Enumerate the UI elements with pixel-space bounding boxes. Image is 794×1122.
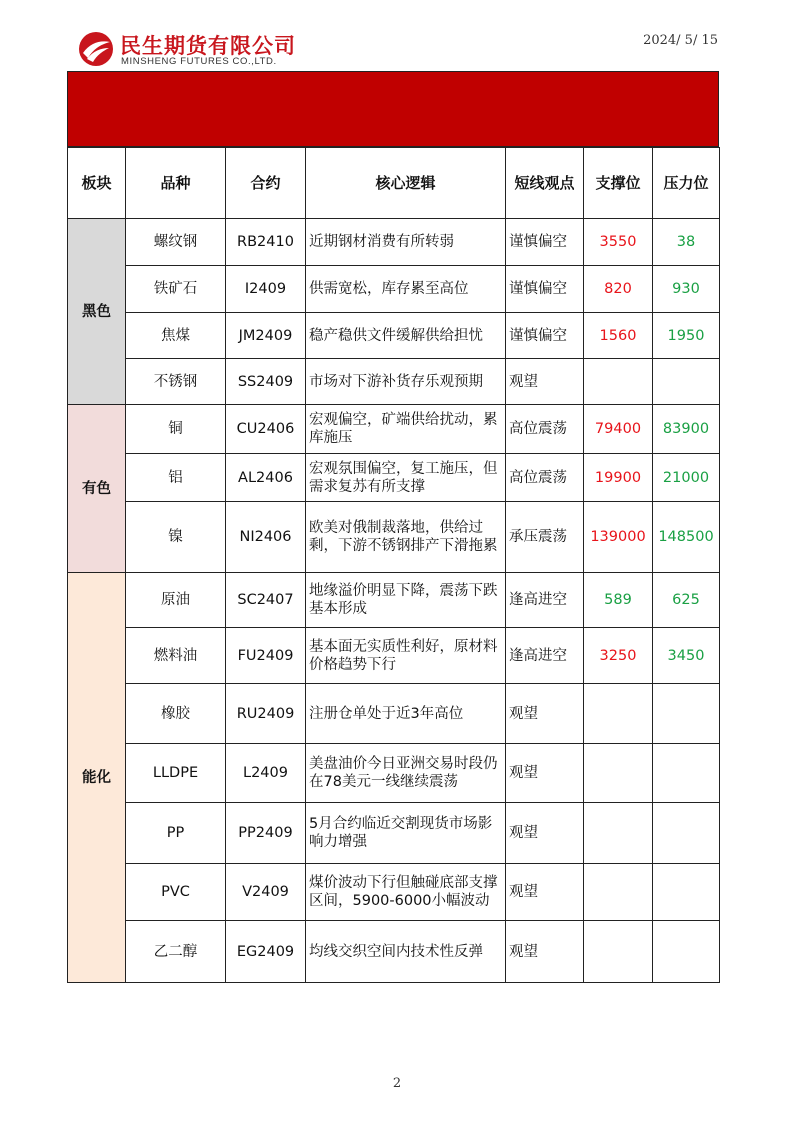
product-cell: PP	[126, 803, 226, 864]
product-cell: 螺纹钢	[126, 219, 226, 266]
contract-cell: JM2409	[226, 313, 306, 359]
sector-cell: 有色	[68, 405, 126, 573]
product-cell: PVC	[126, 864, 226, 921]
strategy-table	[67, 147, 720, 983]
logic-cell: 市场对下游补货存乐观预期	[306, 359, 506, 405]
contract-cell: I2409	[226, 266, 306, 313]
resistance-cell: 1950	[653, 313, 720, 359]
logic-cell: 美盘油价今日亚洲交易时段仍在78美元一线继续震荡	[306, 744, 506, 803]
product-cell: 原油	[126, 573, 226, 628]
minsheng-logo-icon	[78, 31, 114, 67]
contract-cell: AL2406	[226, 454, 306, 502]
table-row	[68, 359, 720, 405]
page-number: 2	[392, 1076, 402, 1091]
support-cell: 3550	[584, 219, 653, 266]
logic-cell: 欧美对俄制裁落地，供给过剩，下游不锈钢排产下滑拖累	[306, 502, 506, 573]
view-cell: 观望	[506, 684, 584, 744]
logic-cell: 宏观偏空，矿端供给扰动，累库施压	[306, 405, 506, 454]
product-cell: 燃料油	[126, 628, 226, 684]
resistance-cell: 148500	[653, 502, 720, 573]
resistance-cell: 625	[653, 573, 720, 628]
resistance-cell	[653, 864, 720, 921]
view-cell: 谨慎偏空	[506, 219, 584, 266]
support-cell: 589	[584, 573, 653, 628]
company-name-cn: 民生期货有限公司	[120, 34, 296, 58]
column-header: 短线观点	[506, 148, 584, 219]
table-row	[68, 454, 720, 502]
view-cell: 观望	[506, 921, 584, 983]
product-cell: 乙二醇	[126, 921, 226, 983]
support-cell	[584, 359, 653, 405]
contract-cell: EG2409	[226, 921, 306, 983]
product-cell: 焦煤	[126, 313, 226, 359]
logic-cell: 5月合约临近交割现货市场影响力增强	[306, 803, 506, 864]
product-cell: 镍	[126, 502, 226, 573]
view-cell: 观望	[506, 803, 584, 864]
resistance-cell: 38	[653, 219, 720, 266]
column-header: 核心逻辑	[306, 148, 506, 219]
view-cell: 观望	[506, 744, 584, 803]
resistance-cell	[653, 684, 720, 744]
logic-cell: 宏观氛围偏空，复工施压，但需求复苏有所支撑	[306, 454, 506, 502]
support-cell: 19900	[584, 454, 653, 502]
support-cell	[584, 921, 653, 983]
support-cell: 1560	[584, 313, 653, 359]
table-row	[68, 864, 720, 921]
product-cell: 铝	[126, 454, 226, 502]
view-cell: 谨慎偏空	[506, 313, 584, 359]
column-header: 支撑位	[584, 148, 653, 219]
table-row	[68, 803, 720, 864]
contract-cell: FU2409	[226, 628, 306, 684]
title-banner	[67, 71, 719, 147]
column-header: 品种	[126, 148, 226, 219]
product-cell: 橡胶	[126, 684, 226, 744]
product-cell: 铜	[126, 405, 226, 454]
table-row	[68, 313, 720, 359]
contract-cell: RB2410	[226, 219, 306, 266]
resistance-cell: 83900	[653, 405, 720, 454]
product-cell: 铁矿石	[126, 266, 226, 313]
product-cell: 不锈钢	[126, 359, 226, 405]
sector-cell: 黑色	[68, 219, 126, 405]
column-header: 合约	[226, 148, 306, 219]
logic-cell: 稳产稳供文件缓解供给担忧	[306, 313, 506, 359]
company-name-en: MINSHENG FUTURES CO.,LTD.	[121, 56, 277, 67]
view-cell: 高位震荡	[506, 454, 584, 502]
column-header: 压力位	[653, 148, 720, 219]
logic-cell: 注册仓单处于近3年高位	[306, 684, 506, 744]
view-cell: 谨慎偏空	[506, 266, 584, 313]
contract-cell: V2409	[226, 864, 306, 921]
company-logo	[78, 28, 318, 72]
resistance-cell: 21000	[653, 454, 720, 502]
support-cell: 820	[584, 266, 653, 313]
table-row	[68, 266, 720, 313]
contract-cell: SC2407	[226, 573, 306, 628]
logic-cell: 地缘溢价明显下降，震荡下跌基本形成	[306, 573, 506, 628]
view-cell: 观望	[506, 359, 584, 405]
report-date: 2024/ 5/ 15	[643, 33, 718, 48]
table-row	[68, 573, 720, 628]
resistance-cell	[653, 744, 720, 803]
table-row	[68, 684, 720, 744]
view-cell: 逢高进空	[506, 573, 584, 628]
contract-cell: NI2406	[226, 502, 306, 573]
logic-cell: 近期钢材消费有所转弱	[306, 219, 506, 266]
support-cell	[584, 744, 653, 803]
table-header-row	[68, 148, 720, 219]
contract-cell: L2409	[226, 744, 306, 803]
contract-cell: CU2406	[226, 405, 306, 454]
table-row	[68, 219, 720, 266]
resistance-cell	[653, 921, 720, 983]
table-row	[68, 744, 720, 803]
logic-cell: 基本面无实质性利好，原材料价格趋势下行	[306, 628, 506, 684]
support-cell	[584, 803, 653, 864]
table-row	[68, 405, 720, 454]
resistance-cell	[653, 803, 720, 864]
sector-cell: 能化	[68, 573, 126, 983]
column-header: 板块	[68, 148, 126, 219]
table-row	[68, 502, 720, 573]
view-cell: 承压震荡	[506, 502, 584, 573]
table-row	[68, 628, 720, 684]
resistance-cell: 930	[653, 266, 720, 313]
product-cell: LLDPE	[126, 744, 226, 803]
contract-cell: SS2409	[226, 359, 306, 405]
view-cell: 高位震荡	[506, 405, 584, 454]
resistance-cell	[653, 359, 720, 405]
logic-cell: 供需宽松，库存累至高位	[306, 266, 506, 313]
logic-cell: 煤价波动下行但触碰底部支撑区间，5900-6000小幅波动	[306, 864, 506, 921]
support-cell	[584, 864, 653, 921]
contract-cell: RU2409	[226, 684, 306, 744]
resistance-cell: 3450	[653, 628, 720, 684]
table-row	[68, 921, 720, 983]
view-cell: 逢高进空	[506, 628, 584, 684]
support-cell: 139000	[584, 502, 653, 573]
support-cell	[584, 684, 653, 744]
view-cell: 观望	[506, 864, 584, 921]
support-cell: 3250	[584, 628, 653, 684]
support-cell: 79400	[584, 405, 653, 454]
logic-cell: 均线交织空间内技术性反弹	[306, 921, 506, 983]
contract-cell: PP2409	[226, 803, 306, 864]
